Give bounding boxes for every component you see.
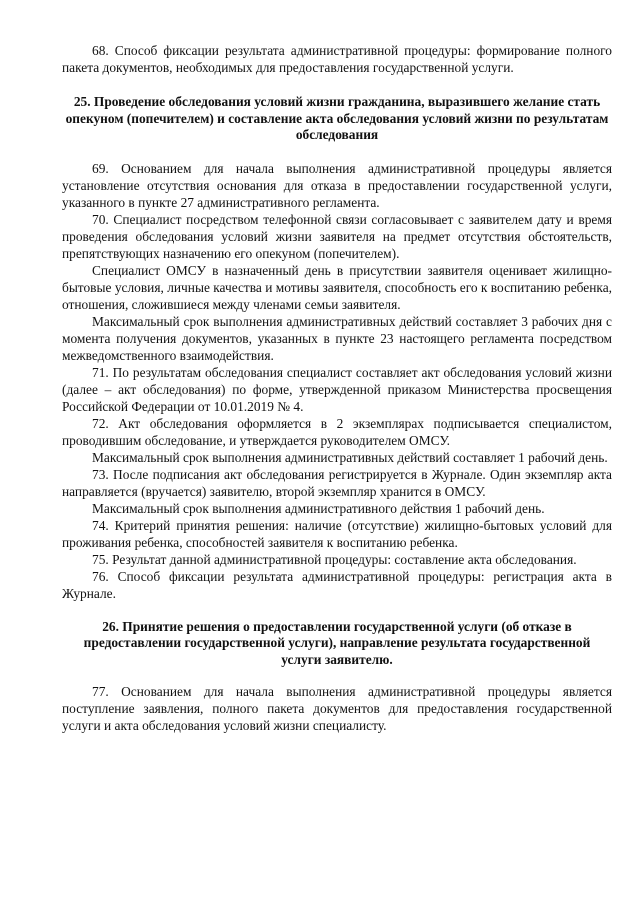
paragraph-72: 72. Акт обследования оформляется в 2 экземплярах подписывается специалистом, проводившим обследование, и утверждается руководителем ОМСУ. [62, 415, 612, 448]
paragraph-72-deadline: Максимальный срок выполнения административных действий составляет 1 рабочий день. [92, 449, 608, 465]
paragraph-69: 69. Основанием для начала выполнения административной процедуры является установление отсутствия основания для отказа в предоставлении государственной услуги, указанного в пункте 27 административного регламента. [62, 160, 612, 210]
paragraph-68: 68. Способ фиксации результата административной процедуры: формирование полного пакета документов, необходимых для предоставления государственной услуги. [62, 43, 612, 75]
paragraph-73: 73. После подписания акт обследования регистрируется в Журнале. Один экземпляр акта направляется (вручается) заявителю, второй экземпляр хранится в ОМСУ. [62, 466, 612, 499]
paragraph-74: 74. Критерий принятия решения: наличие (отсутствие) жилищно-бытовых условий для проживания ребенка, способностей заявителя к воспитанию ребенка. [62, 517, 612, 550]
document-page [62, 42, 612, 734]
paragraph-73-deadline: Максимальный срок выполнения административного действия 1 рабочий день. [92, 500, 545, 516]
paragraph-71: 71. По результатам обследования специалист составляет акт обследования условий жизни (далее – акт обследования) по форме, утвержденной приказом Министерства просвещения Российской Федерации от 10.01.2019 № 4. [62, 364, 612, 414]
paragraph-77: 77. Основанием для начала выполнения административной процедуры является поступление заявления, полного пакета документов для предоставления государственной услуги и акта обследования условий жизни специалисту. [62, 684, 612, 733]
paragraph-76: 76. Способ фиксации результата административной процедуры: регистрация акта в Журнале. [62, 568, 612, 601]
paragraph-70-deadline: Максимальный срок выполнения административных действий составляет 3 рабочих дня с момента получения документов, указанных в пункте 23 настоящего регламента посредством межведомственного взаимодействия. [62, 313, 612, 363]
section-25-heading: 25. Проведение обследования условий жизни гражданина, выразившего желание стать опекуном (попечителем) и составление акта обследования условий жизни по результатам обследования [65, 94, 609, 142]
section-26-heading: 26. Принятие решения о предоставлении государственной услуги (об отказе в предоставлении государственной услуги), направление результата государственной услуги заявителю. [83, 618, 591, 667]
paragraph-70-assessment: Специалист ОМСУ в назначенный день в присутствии заявителя оценивает жилищно-бытовые условия, личные качества и мотивы заявителя, способность его к воспитанию ребенка, отношения, сложившиеся между членами семьи заявителя. [62, 262, 612, 312]
paragraph-70: 70. Специалист посредством телефонной связи согласовывает с заявителем дату и время проведения обследования условий жизни заявителя на предмет отсутствия обстоятельств, препятствующих назначению его опекуном (попечителем). [62, 211, 612, 261]
paragraph-75: 75. Результат данной административной процедуры: составление акта обследования. [92, 551, 577, 567]
